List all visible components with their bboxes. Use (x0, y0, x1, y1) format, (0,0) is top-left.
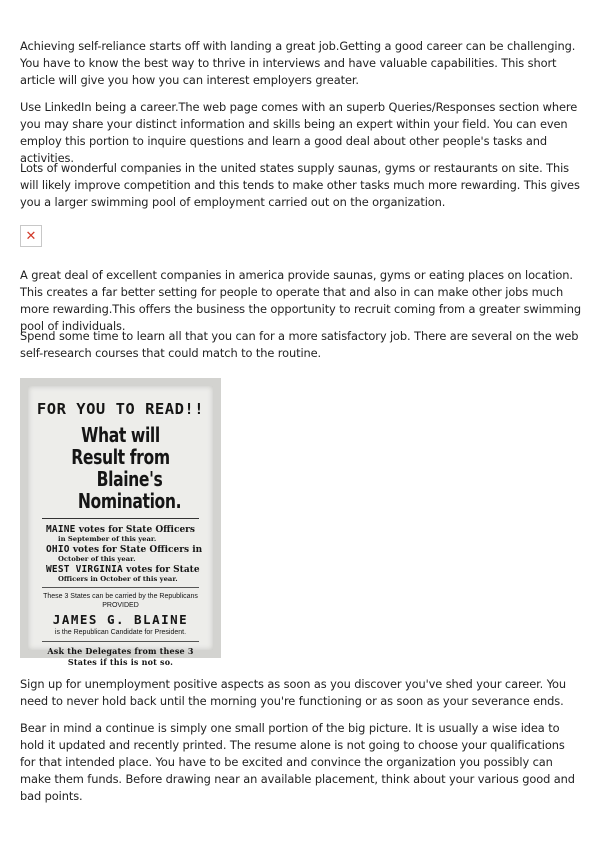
poster-candidate-line: is the Republican Candidate for President. (54, 629, 187, 636)
paragraph-linkedin: Use LinkedIn being a career.The web page comes with an superb Queries/Responses section where you may share your distinct information and skills being an expert within your field. You can even employ this portion to inquire questions and learn a good deal about other people's tasks and activities. (20, 100, 578, 165)
paragraph-intro: Achieving self-reliance starts off with landing a great job.Getting a good career can be challenging. You have to know the best way to thrive in interviews and have valuable capabilities. This short article will give you how you can interest employers greater. (20, 39, 576, 87)
poster-state-west-virginia (36, 565, 205, 575)
paragraph-learn: Spend some time to learn all that you can for a more satisfactory job. There are several on the web self-research courses that could match to the routine. (20, 329, 579, 360)
poster-divider (42, 641, 199, 642)
poster-state-sub: October of this year. (58, 555, 136, 563)
paragraph-unemployment: Sign up for unemployment positive aspects as soon as you discover you've shed your career. You need to never hold back until the morning you're functioning or as soon as your severance ends. (20, 677, 567, 708)
paragraph-companies: Lots of wonderful companies in the united states supply saunas, gyms or restaurants on site. This will likely improve competition and this tends to make other tasks much more rewarding. This gives you a larger swimming pool of employment carried out on the organization. (20, 161, 580, 209)
poster-heading: FOR YOU TO READ!! (36, 400, 205, 418)
poster-divider (42, 518, 199, 519)
poster-sheet (28, 386, 213, 667)
broken-image-icon: ✕ (25, 228, 37, 244)
poster-title-line2: Blaine's Nomination. (77, 467, 182, 513)
poster-ask-line1: Ask the Delegates from these 3 (47, 646, 194, 656)
poster-carried-line: These 3 States can be carried by the Republicans (43, 593, 198, 600)
poster-candidate-name: JAMES G. BLAINE (52, 612, 189, 627)
poster-state-sub: in September of this year. (58, 535, 157, 543)
poster-ask-line2: States if this is not so. (67, 657, 174, 667)
poster-state-text: votes for State Officers (78, 525, 195, 535)
poster-state-text: votes for State Officers in (72, 545, 203, 555)
poster-state-name: MAINE (46, 524, 76, 535)
paragraph-excellent-companies: A great deal of excellent companies in america provide saunas, gyms or eating places on location. This creates a far better setting for people to operate that and also in can make other jobs much more rewarding.This offers the business the opportunity to recruit coming from a greater swimming pool of individuals. (20, 268, 581, 333)
poster-state-ohio (36, 545, 205, 555)
paragraph-resume: Bear in mind a continue is simply one small portion of the big picture. It is usually a wise idea to hold it updated and recently printed. The resume alone is not going to choose your qualifications for that intended place. You have to be excited and convince the organization you possibly can make them funds. Before drawing near an available placement, think about your various good and bad points. (20, 721, 575, 803)
poster-state-sub: Officers in October of this year. (58, 575, 178, 583)
poster-state-name: WEST VIRGINIA (46, 564, 123, 575)
poster-title-line1: What will Result from (71, 423, 170, 469)
poster-state-name: OHIO (46, 544, 70, 555)
poster-state-maine (36, 525, 205, 535)
poster-provided: PROVIDED (102, 602, 139, 609)
blaine-poster-image (20, 378, 221, 667)
poster-state-text: votes for State (126, 565, 200, 575)
poster-divider (42, 587, 199, 588)
broken-image-placeholder (20, 225, 42, 247)
